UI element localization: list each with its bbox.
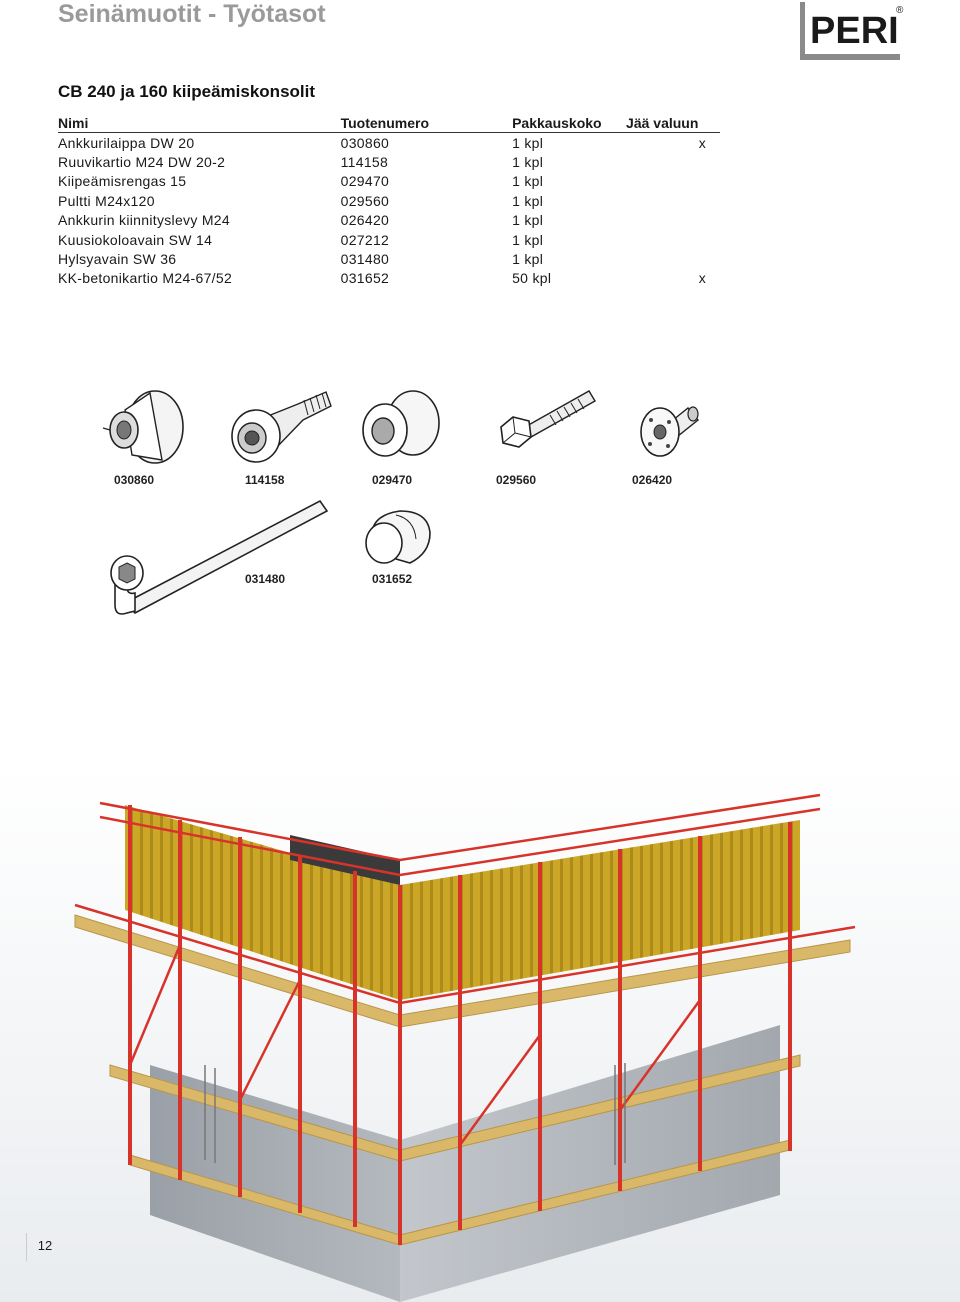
section-title: CB 240 ja 160 kiipeämiskonsolit	[58, 82, 316, 101]
screw-cone-icon	[228, 388, 333, 468]
cell-number: 031652	[340, 270, 390, 287]
part-label: 031652	[372, 572, 413, 586]
anchor-plate-icon	[638, 400, 703, 460]
cell-name: Kuusiokoloavain SW 14	[58, 231, 213, 248]
cell-remains	[626, 191, 720, 210]
registered-mark: ®	[896, 5, 904, 16]
column-header-remains: Jää valuun	[626, 114, 720, 133]
climbing-ring-icon	[355, 385, 445, 465]
parts-table	[58, 114, 720, 288]
cell-package: 50 kpl	[512, 270, 552, 287]
column-header-number: Tuotenumero	[341, 114, 512, 133]
cell-number: 029470	[340, 173, 390, 190]
part-label: 030860	[114, 473, 155, 487]
part-label: 114158	[245, 473, 285, 487]
cell-remains	[626, 152, 720, 171]
cell-remains: x	[698, 134, 706, 151]
table-row	[58, 211, 720, 230]
table-row	[58, 249, 720, 268]
cell-name: Ruuvikartio M24 DW 20-2	[58, 154, 226, 171]
table-header-row	[58, 114, 720, 133]
logo-text: PERI	[810, 10, 899, 52]
table-row	[58, 133, 720, 153]
table-row	[58, 191, 720, 210]
anchor-flange-icon	[100, 385, 190, 470]
climbing-formwork-render	[0, 765, 960, 1302]
table-row	[58, 172, 720, 191]
page-header-title: Seinämuotit - Työtasot	[58, 0, 326, 28]
cell-remains	[626, 230, 720, 249]
cell-name: Hylsyavain SW 36	[58, 251, 177, 268]
cell-package: 1 kpl	[512, 192, 544, 209]
cell-number: 029560	[340, 192, 390, 209]
cell-remains: x	[698, 270, 706, 287]
cell-package: 1 kpl	[512, 231, 544, 248]
cell-number: 026420	[340, 212, 390, 229]
cell-remains	[626, 211, 720, 230]
concrete-cone-icon	[360, 505, 435, 570]
cell-package: 1 kpl	[512, 134, 544, 151]
cell-package: 1 kpl	[512, 251, 544, 268]
cell-name: Pultti M24x120	[58, 192, 155, 209]
part-label: 029560	[496, 473, 537, 487]
column-header-package: Pakkauskoko	[512, 114, 626, 133]
table-row	[58, 152, 720, 171]
peri-logo	[798, 2, 908, 60]
cell-number: 027212	[340, 231, 390, 248]
column-header-name: Nimi	[58, 114, 341, 133]
cell-name: KK-betonikartio M24-67/52	[58, 270, 233, 287]
cell-number: 114158	[340, 154, 389, 171]
cell-name: Kiipeämisrengas 15	[58, 173, 187, 190]
cell-package: 1 kpl	[512, 173, 544, 190]
cell-name: Ankkurin kiinnityslevy M24	[58, 212, 230, 229]
cell-number: 030860	[340, 134, 390, 151]
bolt-icon	[495, 385, 600, 460]
page-number-divider	[26, 1233, 27, 1261]
socket-wrench-icon	[105, 495, 330, 620]
part-label: 031480	[245, 572, 286, 586]
cell-package: 1 kpl	[512, 154, 544, 171]
part-label: 029470	[372, 473, 413, 487]
part-label: 026420	[632, 473, 673, 487]
cell-number: 031480	[340, 251, 390, 268]
table-row	[58, 230, 720, 249]
table-row	[58, 269, 720, 288]
cell-name: Ankkurilaippa DW 20	[58, 134, 195, 151]
cell-remains	[626, 249, 720, 268]
cell-remains	[626, 172, 720, 191]
page-number: 12	[37, 1238, 53, 1253]
cell-package: 1 kpl	[512, 212, 544, 229]
